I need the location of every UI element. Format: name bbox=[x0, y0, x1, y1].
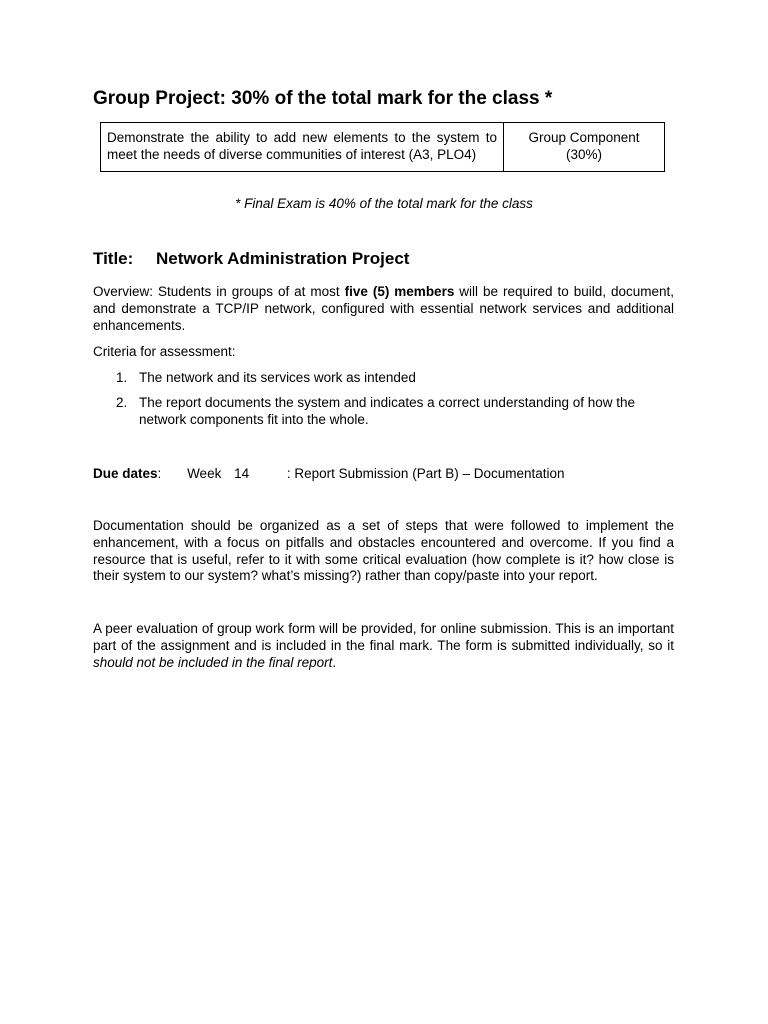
assessment-description-cell: Demonstrate the ability to add new elements to the system to meet the needs of diverse communities of interest (A3, PLO4) bbox=[101, 123, 504, 172]
documentation-paragraph: Documentation should be organized as a set of steps that were followed to implement the enhancement, with a focus on pitfalls and obstacles encountered and overcome. If you find a resource that is useful, refer to it with some critical evaluation (how complete is it? how close is their system to our system? what’s missing?) rather than copy/paste into your report. bbox=[93, 518, 674, 584]
title-text: Network Administration Project bbox=[156, 249, 410, 268]
criteria-list bbox=[93, 370, 674, 436]
component-weight: (30%) bbox=[565, 146, 602, 162]
title-label: Title: bbox=[93, 249, 134, 268]
overview-text-end: will be required to build, document, and demonstrate a TCP/IP network, configured with essential network services and additional enhancements. bbox=[93, 284, 674, 333]
component-label: Group Component bbox=[528, 130, 640, 145]
final-exam-footnote: * Final Exam is 40% of the total mark for the class bbox=[235, 196, 533, 211]
table-row bbox=[101, 123, 665, 172]
due-description: : Report Submission (Part B) – Documentation bbox=[286, 466, 565, 481]
peer-evaluation-paragraph bbox=[93, 621, 674, 671]
overview-members-emphasis: five (5) members bbox=[344, 284, 455, 299]
list-item-text: The report documents the system and indicates a correct understanding of how the network components fit into the whole. bbox=[139, 394, 636, 427]
assessment-table bbox=[100, 122, 665, 172]
project-title bbox=[93, 248, 409, 270]
assessment-component-cell bbox=[504, 123, 665, 172]
list-item bbox=[93, 395, 674, 429]
peer-italic-note: should not be included in the final report bbox=[93, 654, 333, 670]
due-dates-colon: : bbox=[157, 466, 162, 481]
list-item-number: 2. bbox=[116, 394, 128, 410]
due-week-number: 14 bbox=[234, 466, 250, 481]
due-week-label: Week bbox=[187, 466, 222, 481]
due-dates-label: Due dates bbox=[93, 466, 158, 481]
due-dates-line bbox=[93, 465, 565, 482]
list-item bbox=[93, 370, 674, 387]
peer-text-start: A peer evaluation of group work form will be provided, for online submission. This is an important part of the assignment and is included in the final mark. The form is submitted individually, so it bbox=[93, 621, 674, 653]
peer-text-end: . bbox=[332, 654, 337, 670]
criteria-heading: Criteria for assessment: bbox=[93, 344, 236, 359]
list-item-number: 1. bbox=[116, 370, 128, 385]
overview-paragraph bbox=[93, 284, 674, 334]
overview-text-start: Overview: Students in groups of at most bbox=[93, 284, 345, 299]
page-heading: Group Project: 30% of the total mark for the class * bbox=[93, 88, 553, 109]
list-item-text: The network and its services work as intended bbox=[139, 370, 416, 385]
